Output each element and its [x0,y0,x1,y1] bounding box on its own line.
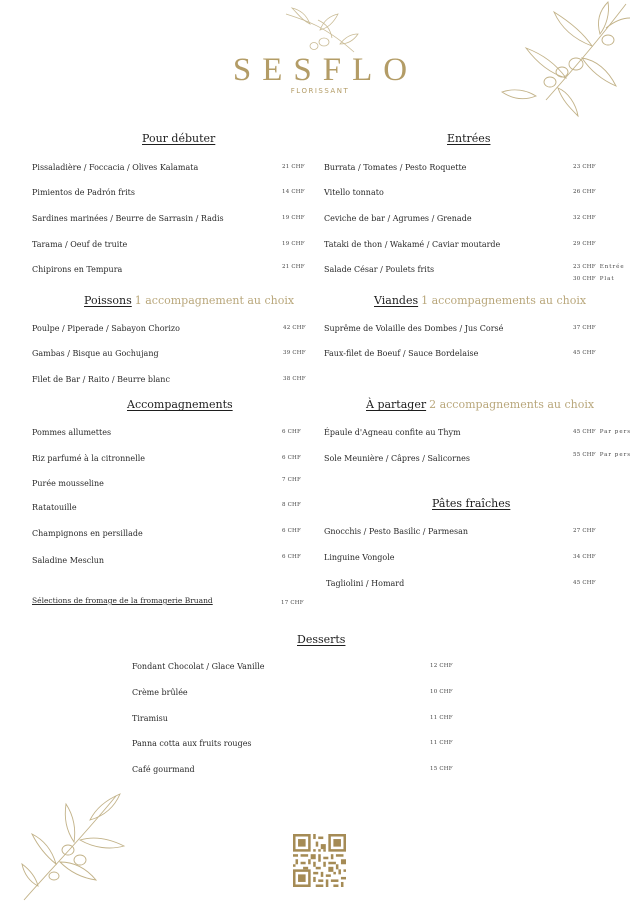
item-price [573,429,631,435]
item-price: 27 CHF [573,528,596,534]
brand-header [0,52,640,95]
item-price: 19 CHF [282,241,305,247]
menu-item: Pommes allumettes [32,428,112,437]
menu-item: Gambas / Bisque au Gochujang [32,349,159,358]
section-title-pasta: Pâtes fraîches [432,497,511,510]
menu-item: Fondant Chocolat / Glace Vanille [132,662,265,671]
item-price: 23 CHF [573,164,596,170]
menu-item: Saladine Mesclun [32,556,105,565]
menu-item: Sardines marinées / Beurre de Sarrasin / Radis [32,214,224,223]
item-price-value: 55 CHF [573,452,596,458]
menu-item: Tataki de thon / Wakamé / Caviar moutarde [324,240,501,249]
item-price: 17 CHF [281,600,304,606]
item-price: 21 CHF [282,264,305,270]
menu-item: Faux-filet de Boeuf / Sauce Bordelaise [324,349,479,358]
item-price: 21 CHF [282,164,305,170]
menu-item: Tagliolini / Homard [326,579,405,588]
menu-item: Épaule d'Agneau confite au Thym [324,428,461,437]
menu-item: Pimientos de Padrón frits [32,188,135,197]
item-price: 42 CHF [283,325,306,331]
item-price: 6 CHF [282,554,302,560]
section-title-text: Viandes [374,294,419,307]
item-price: 19 CHF [282,215,305,221]
qr-code-icon[interactable] [293,834,346,887]
menu-item: Tiramisu [132,714,168,723]
item-price: 39 CHF [283,350,306,356]
menu-item: Ceviche de bar / Agrumes / Grenade [324,214,472,223]
section-title-fish [84,294,294,307]
menu-item: Panna cotta aux fruits rouges [132,739,252,748]
item-price: 12 CHF [430,663,453,669]
section-title-starters: Pour débuter [142,132,216,145]
section-title-meats [374,294,586,307]
item-price: 37 CHF [573,325,596,331]
item-price: 10 CHF [430,689,453,695]
section-title-text: À partager [366,398,427,411]
menu-item: Linguine Vongole [324,553,395,562]
item-price: 11 CHF [430,715,453,721]
menu-item: Burrata / Tomates / Pesto Roquette [324,163,467,172]
menu-item: Purée mousseline [32,479,104,488]
olive-branch-icon [280,6,360,58]
item-price: 29 CHF [573,241,596,247]
olive-branch-icon [20,790,140,904]
item-price: 34 CHF [573,554,596,560]
item-price: 6 CHF [282,528,302,534]
menu-item: Tarama / Oeuf de truite [32,240,128,249]
item-price [573,276,615,282]
item-price-note: Par pers [599,452,632,458]
item-price: 45 CHF [573,580,596,586]
section-subtitle: 1 accompagnement au choix [134,294,295,307]
item-price-note: Par pers [599,429,632,435]
menu-item: Poulpe / Piperade / Sabayon Chorizo [32,324,180,333]
item-price: 6 CHF [282,429,302,435]
item-price: 15 CHF [430,766,453,772]
section-title-entrees: Entrées [447,132,491,145]
item-price [573,452,631,458]
menu-item: Café gourmand [132,765,195,774]
item-price: 6 CHF [282,455,302,461]
section-subtitle: 2 accompagnements au choix [429,398,595,411]
cheese-selection: Sélections de fromage de la fromagerie Bruand [32,596,213,605]
item-price-value: 30 CHF [573,276,596,282]
item-price-value: 45 CHF [573,429,596,435]
section-title-text: Poissons [84,294,132,307]
section-title-sides: Accompagnements [127,398,233,411]
item-price [573,264,625,270]
item-price-note: Entrée [599,264,625,270]
section-subtitle: 1 accompagnements au choix [421,294,587,307]
item-price: 26 CHF [573,189,596,195]
section-title-desserts: Desserts [297,633,346,646]
menu-item: Vitello tonnato [324,188,384,197]
item-price-note: Plat [599,276,615,282]
menu-item: Filet de Bar / Raito / Beurre blanc [32,375,170,384]
item-price: 7 CHF [282,477,302,483]
menu-item: Pissaladière / Foccacia / Olives Kalamata [32,163,199,172]
menu-item: Crème brûlée [132,688,188,697]
menu-item: Riz parfumé à la citronnelle [32,454,145,463]
item-price: 38 CHF [283,376,306,382]
menu-item: Chipirons en Tempura [32,265,123,274]
brand-name: SESFLO [232,52,419,88]
item-price: 32 CHF [573,215,596,221]
item-price: 45 CHF [573,350,596,356]
item-price: 8 CHF [282,502,302,508]
menu-item: Ratatouille [32,503,77,512]
item-price: 14 CHF [282,189,305,195]
menu-item: Champignons en persillade [32,529,143,538]
item-price-value: 23 CHF [573,264,596,270]
menu-item: Salade César / Poulets frits [324,265,435,274]
item-price: 11 CHF [430,740,453,746]
menu-item: Gnocchis / Pesto Basilic / Parmesan [324,527,469,536]
menu-item: Suprême de Volaille des Dombes / Jus Corsé [324,324,504,333]
section-title-sharing [366,398,594,411]
brand-location: FLORISSANT [290,87,350,95]
menu-item: Sole Meunière / Câpres / Salicornes [324,454,470,463]
